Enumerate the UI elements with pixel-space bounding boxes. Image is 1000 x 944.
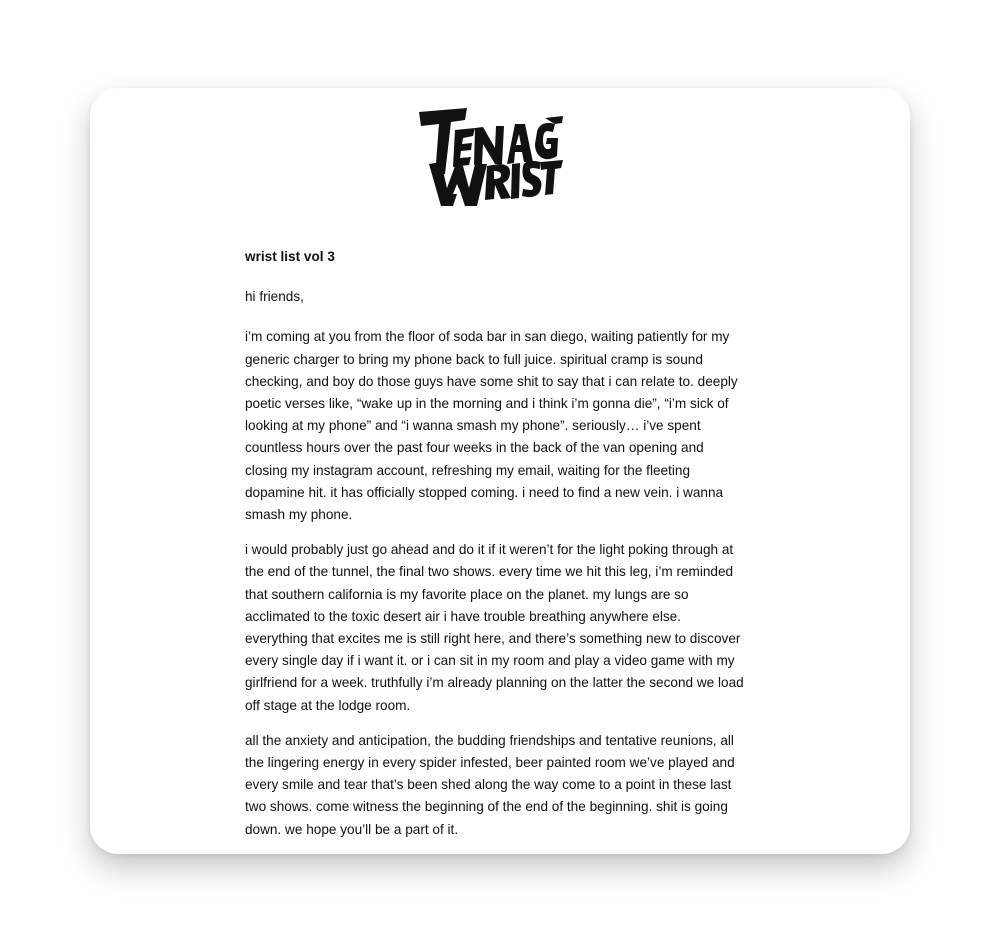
email-paragraph: i would probably just go ahead and do it if it weren’t for the light poking through at the end of the tunnel, the final two shows. every time we hit this leg, i’m reminded that southern california is my favorite place on the planet. my lungs are so acclimated to the toxic desert air i have trouble breathing anywhere else. everything that excites me is still right here, and there’s something new to discover every single day if i want it. or i can sit in my room and play a video game with my girlfriend for a week. truthfully i’m already planning on the latter the second we load off stage at the lodge room. (245, 542, 744, 713)
email-paragraph: all the anxiety and anticipation, the budding friendships and tentative reunions, all the lingering energy in every spider infested, beer painted room we’ve played and every smile and tear that’s been shed along the way come to a point in these last two shows. come witness the beginning of the end of the beginning. shit is going down. we hope you’ll be a part of it. (245, 732, 735, 837)
band-logo-icon (415, 104, 565, 212)
email-body (245, 246, 745, 854)
email-paragraph: i’m coming at you from the floor of soda bar in san diego, waiting patiently for my generic charger to bring my phone back to full juice. spiritual cramp is sound checking, and boy do those guys have some shit to say that i can relate to. deeply poetic verses like, “wake up in the morning and i think i’m gonna die”, “i’m sick of looking at my phone” and “i wanna smash my phone”. seriously… i’ve spent countless hours over the past four weeks in the back of the van opening and closing my instagram account, refreshing my email, waiting for the fleeting dopamine hit. it has officially stopped coming. i need to find a new vein. i wanna smash my phone. (245, 329, 738, 523)
email-subject: wrist list vol 3 (245, 249, 335, 264)
email-greeting: hi friends, (245, 289, 304, 305)
email-card (90, 88, 910, 854)
